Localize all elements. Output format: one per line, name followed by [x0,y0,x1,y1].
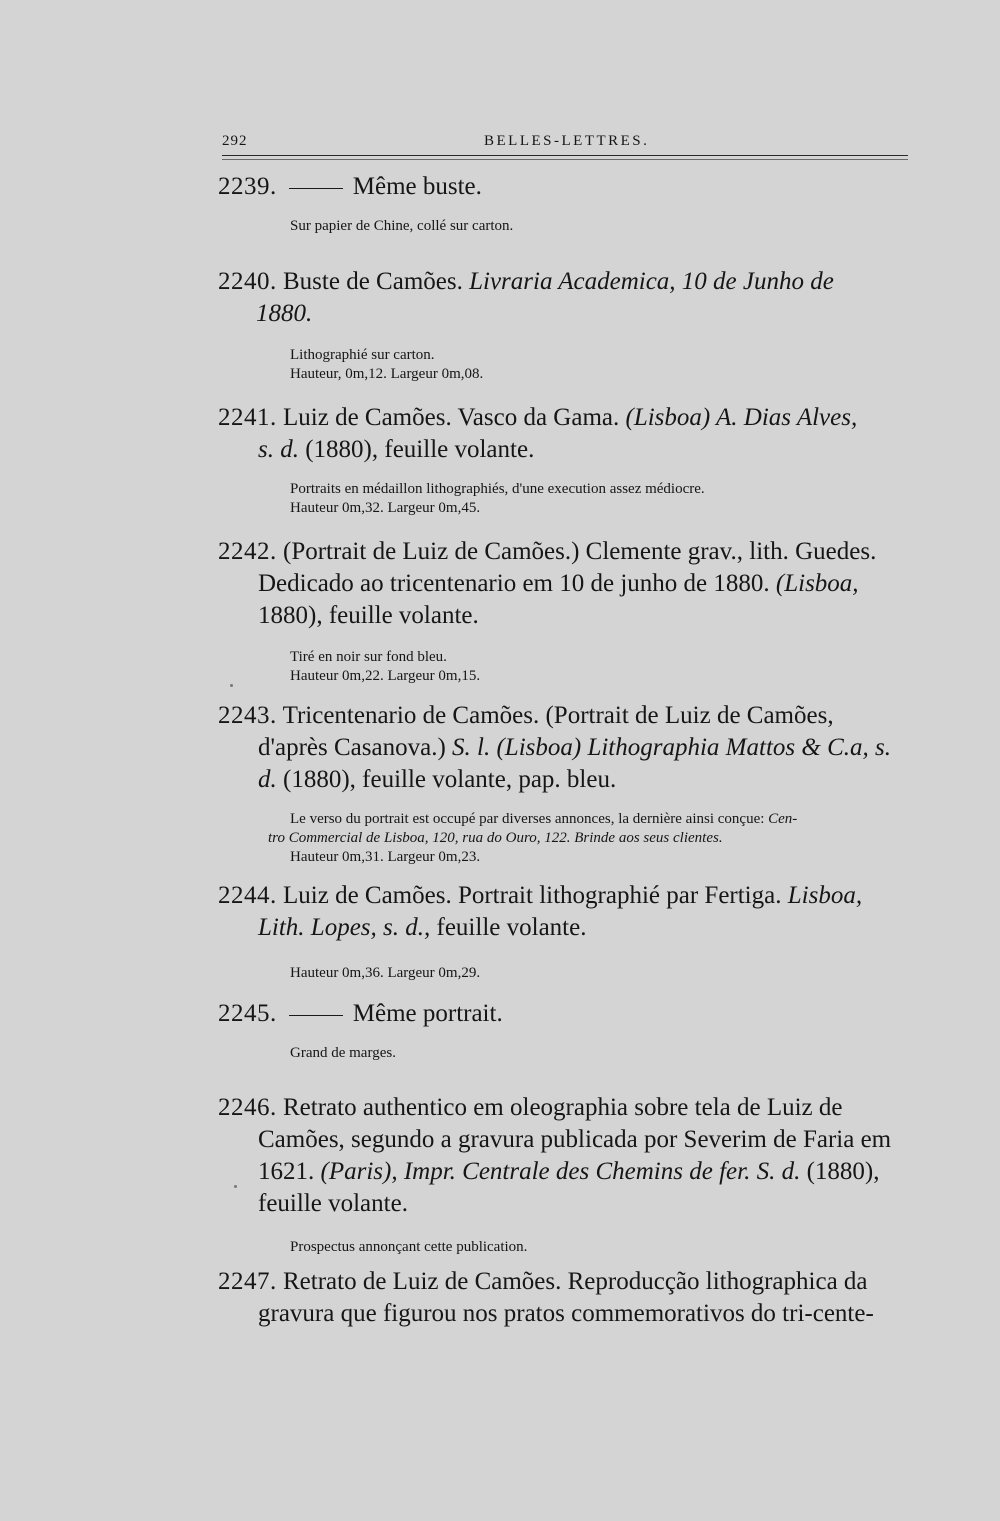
entry-number: 2242. [218,538,277,565]
entry-number: 2240. [218,268,277,295]
entry-number: 2243. [218,702,277,729]
entry-heading-line-2 [218,732,908,764]
entry-heading [218,402,908,466]
entry-line-3: 1880), feuille volante. [258,602,479,629]
entry-line-2: Dedicado ao tricentenario em 10 de junho de 1880. [258,570,770,597]
entry-number: 2247. [218,1268,277,1295]
catalog-entry-2246 [218,1092,908,1257]
entry-imprint-cont: d. [258,766,277,793]
entry-imprint: Livraria Academica, 10 de Junho de [469,268,834,295]
entry-line-1: (Portrait de Luiz de Camões.) Clemente grav., lith. Guedes. [283,538,877,565]
entry-imprint-cont: s. d. [258,436,299,463]
entry-heading-line-3 [218,764,908,796]
entry-dimensions: Hauteur 0m,36. Largeur 0m,29. [290,965,481,981]
entry-line-2: feuille volante. [436,914,587,941]
entry-number: 2241. [218,404,277,431]
entry-note-italic-start: Cen- [768,811,798,827]
catalog-entry-2245 [218,998,908,1063]
entry-number: 2246. [218,1094,277,1121]
running-title: BELLES-LETTRES. [484,133,650,149]
entry-line-2: Camões, segundo a gravura publicada por Severim de Faria em [258,1126,892,1153]
page-number: 292 [222,133,248,149]
catalog-entry-2244 [218,880,908,983]
entry-imprint-cont: Lith. Lopes, s. d., [258,914,431,941]
entry-heading [218,700,908,796]
page-header [222,133,908,155]
entry-dimensions: Hauteur, 0m,12. Largeur 0m,08. [290,366,484,382]
entry-dimensions: Hauteur 0m,31. Largeur 0m,23. [290,849,481,865]
catalog-entry-2247 [218,1266,908,1330]
catalog-entry-2240 [218,266,908,384]
entry-imprint: Lisboa, [787,882,863,909]
entry-heading [218,880,908,944]
catalog-entry-2239 [218,171,908,236]
entry-line-1: Retrato de Luiz de Camões. Reproducção lithographica da [283,1268,868,1295]
entry-imprint: (Paris), Impr. Centrale des Chemins de fer. S. d. [320,1158,801,1185]
entry-note: Sur papier de Chine, collé sur carton. [290,218,514,234]
entry-heading [218,1092,908,1220]
entry-note: Portraits en médaillon lithographiés, d'une execution assez médiocre. [290,481,705,497]
entry-heading [218,536,908,632]
entry-heading-line-3 [218,1156,908,1188]
entry-imprint-cont: 1880. [256,300,313,327]
entry-dimensions: Hauteur 0m,32. Largeur 0m,45. [290,500,481,516]
ditto-dash [289,1015,343,1016]
entry-note: Tiré en noir sur fond bleu. [290,649,447,665]
entry-line-1: Tricentenario de Camões. (Portrait de Luiz de Camões, [282,702,834,729]
entry-heading [218,171,908,203]
entry-title: Même buste. [352,173,482,200]
entry-heading [218,1266,908,1330]
entry-number: 2244. [218,882,277,909]
entry-line-1: Retrato authentico em oleographia sobre tela de Luiz de [283,1094,843,1121]
entry-line-2: d'après Casanova.) [258,734,446,761]
entry-number: 2239. [218,173,277,200]
entry-date: (1880), [806,1158,880,1185]
catalog-entry-2242 [218,536,908,686]
entry-title: Même portrait. [352,1000,503,1027]
entry-heading-line-2 [218,568,908,600]
entry-note-text: Le verso du portrait est occupé par diverses annonces, la dernière ainsi conçue: [290,811,765,827]
entry-note: Grand de marges. [290,1045,396,1061]
paper-speck [234,1185,237,1188]
catalog-entry-2243 [218,700,908,867]
entry-note: Lithographié sur carton. [290,347,435,363]
paper-speck [230,684,233,687]
entry-note: Prospectus annonçant cette publication. [290,1239,528,1255]
entry-note [218,810,908,829]
entry-imprint: (Lisboa) A. Dias Alves, [625,404,858,431]
entry-line-3: (1880), feuille volante, pap. bleu. [283,766,617,793]
entry-imprint: (Lisboa, [775,570,859,597]
catalog-entry-2241 [218,402,908,518]
entry-heading [218,998,908,1030]
entry-date: (1880), feuille volante. [305,436,535,463]
header-rule [222,155,908,156]
entry-year: 1621. [258,1158,315,1185]
entry-number: 2245. [218,1000,277,1027]
entry-line-4: feuille volante. [258,1190,408,1217]
entry-heading [218,266,908,330]
entry-title: Luiz de Camões. Vasco da Gama. [283,404,620,431]
ditto-dash [289,188,343,189]
entry-imprint: S. l. (Lisboa) Lithographia Mattos & C.a, s. [452,734,891,761]
entry-heading-line-2 [218,912,908,944]
entry-heading-cont [218,434,908,466]
entry-dimensions: Hauteur 0m,22. Largeur 0m,15. [290,668,481,684]
entry-title: Buste de Camões. [283,268,463,295]
header-rule-thin [222,159,908,160]
entry-line-1: Luiz de Camões. Portrait lithographié par Fertiga. [283,882,782,909]
entry-note-cont [218,829,908,848]
entry-note-italic-line: tro Commercial de Lisboa, 120, rua do Ouro, 122. Brinde aos seus clientes. [268,830,723,846]
entry-line-2: gravura que figurou nos pratos commemorativos do tri-cente- [258,1300,874,1327]
